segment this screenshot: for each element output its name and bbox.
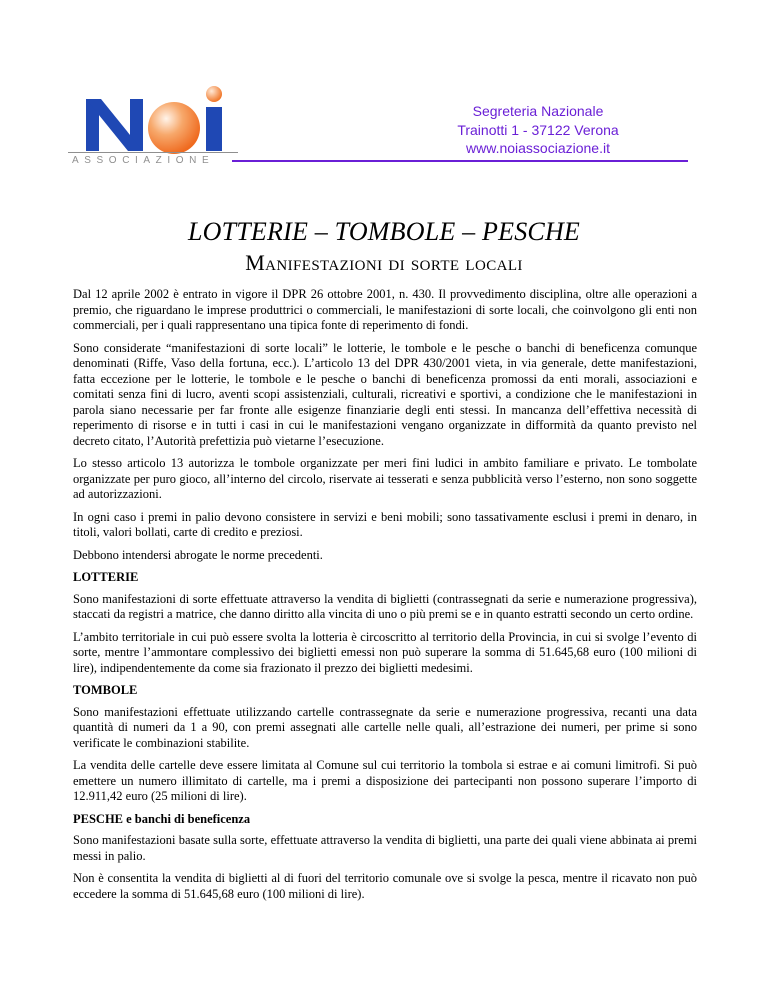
paragraph: Lo stesso articolo 13 autorizza le tombole organizzate per meri fini ludici in ambito familiare e privato. Le tombolate organizzate per puro gioco, all’interno del circolo, riservate ai tesserati e senza pubblicità verso l’esterno, non sono soggette ad autorizzazioni. — [73, 456, 697, 501]
noi-associazione-logo — [68, 86, 238, 166]
paragraph: In ogni caso i premi in palio devono consistere in servizi e beni mobili; sono tassativamente esclusi i premi in denaro, in titoli, valori bollati, carte di credito e preziosi. — [73, 509, 697, 539]
logo-rule — [68, 152, 238, 153]
letterhead-website[interactable]: www.noiassociazione.it — [466, 140, 610, 156]
section-heading-tombole: TOMBOLE — [73, 683, 138, 697]
letterhead-address — [418, 102, 658, 158]
paragraph: La vendita delle cartelle deve essere limitata al Comune sul cui territorio la tombola si estrae e ai comuni limitrofi. Si può emettere un numero illimitato di cartelle, ma i premi a disposizione dei partecipanti non possono superare l’importo di 12.911,42 euro (25 milioni di lire). — [73, 758, 697, 803]
paragraph: Sono manifestazioni effettuate utilizzando cartelle contrassegnate da serie e numerazione progressiva, recanti una data quantità di numeri da 1 a 90, con premi assegnati alle cartelle nelle quali, all’estrazione dei numeri, per prime si sono verificate le combinazioni stabilite. — [73, 704, 697, 750]
paragraph: Sono manifestazioni basate sulla sorte, effettuate attraverso la vendita di biglietti, una parte dei quali viene abbinata ai premi messi in palio. — [73, 833, 697, 863]
paragraph: L’ambito territoriale in cui può essere svolta la lotteria è circoscritto al territorio della Provincia, in cui si svolge l’evento di sorte, mentre l’ammontare complessivo dei biglietti emessi non può superare la somma di 51.645,68 euro (100 milioni di lire), indipendentemente da come sia frazionato il prezzo dei biglietti medesimi. — [73, 629, 697, 675]
document-title: LOTTERIE – TOMBOLE – PESCHE — [187, 217, 581, 246]
paragraph: Debbono intendersi abrogate le norme precedenti. — [73, 547, 323, 562]
paragraph: Sono considerate “manifestazioni di sorte locali” le lotterie, le tombole e le pesche o banchi di beneficenza comunque denominati (Riffe, Vaso della fortuna, ecc.). L’articolo 13 del DPR 430/2001 vieta, in via generale, dette manifestazioni, fatta eccezione per le lotterie, le tombole e le pesche o banchi di beneficenza promossi da enti morali, associazioni e comitati senza fini di lucro, aventi scopi assistenziali, culturali, ricreativi e sportivi, a condizione che le manifestazioni in parola siano necessarie per far fronte alle esigenze finanziarie degli enti stessi. In mancanza dell’effettiva necessità di reperimento di risorse e in tutti i casi in cui le manifestazioni vengano organizzate in difformità da quanto previsto nel decreto citato, l’Autorità prefettizia può vietarne l’esecuzione. — [73, 340, 697, 448]
letter-n-icon — [86, 99, 143, 151]
paragraph: Sono manifestazioni di sorte effettuate attraverso la vendita di biglietti (contrassegnati da serie e numerazione progressiva), staccati da registri a matrice, che danno diritto alla vincita di uno o più premi se e in quanto estratti secondo un certo ordine. — [73, 591, 697, 621]
logo-wordmark: ASSOCIAZIONE — [72, 155, 215, 166]
document-subtitle: Manifestazioni di sorte locali — [245, 250, 523, 275]
paragraph: Non è consentita la vendita di biglietti al di fuori del territorio comunale ove si svolge la pesca, mentre il ricavato non può eccedere la somma di 51.645,68 euro (100 milioni di lire). — [73, 871, 697, 901]
section-heading-pesche: PESCHE e banchi di beneficenza — [73, 811, 251, 826]
paragraph: Dal 12 aprile 2002 è entrato in vigore il DPR 26 ottobre 2001, n. 430. Il provvedimento disciplina, oltre alle operazioni a premio, che riguardano le imprese produttrici o commerciali, le manifestazioni di sorte locali, che coinvolgono gli enti non commerciali, per i quali rappresentano una tipica fonte di reperimento di fondi. — [73, 287, 697, 332]
letterhead-divider — [232, 160, 688, 162]
letterhead-org: Segreteria Nazionale — [472, 103, 604, 119]
letter-i-icon — [206, 86, 222, 151]
section-heading-lotterie: LOTTERIE — [73, 570, 139, 584]
document-body — [73, 287, 697, 909]
letterhead-street: Trainotti 1 - 37122 Verona — [457, 121, 619, 138]
letter-o-ball-icon — [148, 102, 200, 154]
